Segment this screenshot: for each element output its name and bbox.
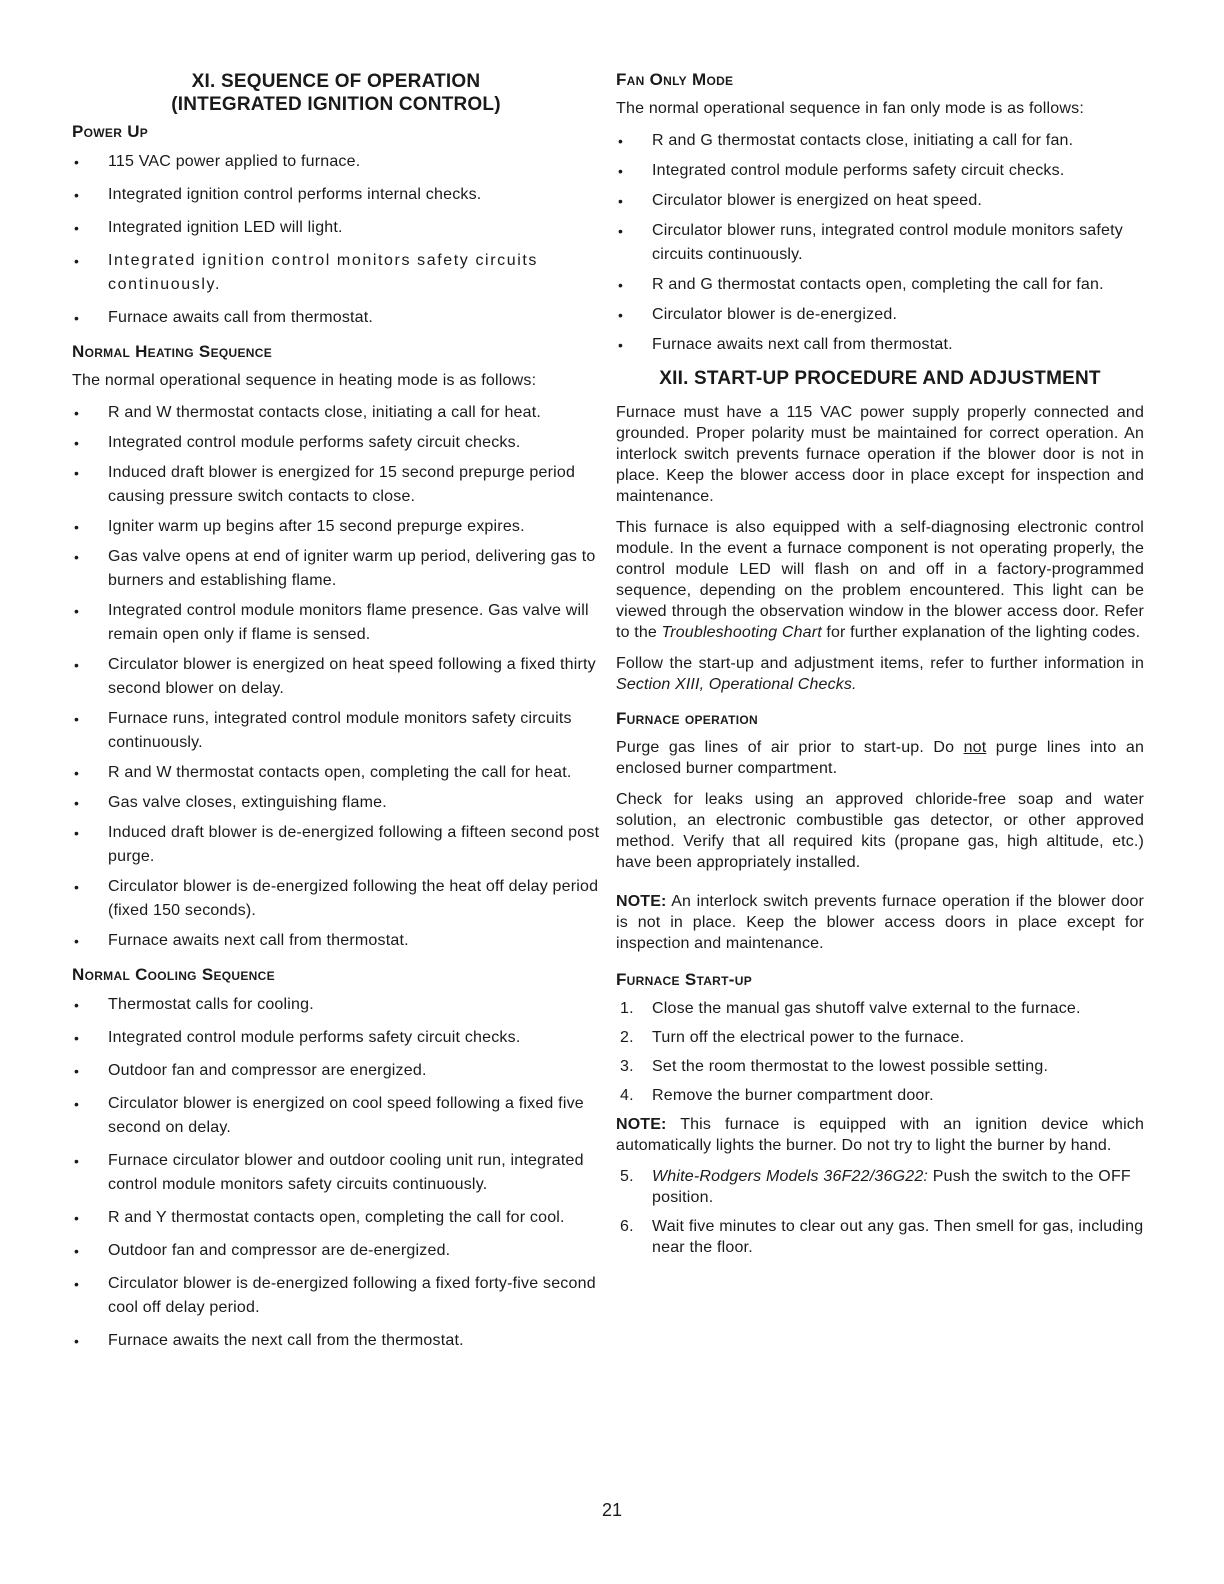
- list-item: [616, 1085, 1144, 1106]
- troubleshooting-chart-reference: Troubleshooting Chart: [661, 624, 822, 641]
- power-up-list: [72, 150, 600, 330]
- paragraph-text: Purge gas lines of air prior to start-up. Do: [616, 739, 964, 756]
- list-item: • Furnace awaits next call from thermostat.: [72, 929, 600, 953]
- paragraph-text: This furnace is also equipped with a self-diagnosing electronic control module. In the event a furnace component is not operating properly, the control module LED will flash on and off in a factory-programmed sequence, depending on the problem encountered. This light can be viewed through the observation window in the blower access door. Refer to the: [616, 519, 1144, 641]
- list-item: • Integrated control module monitors flame presence. Gas valve will remain open only if flame is sensed.: [72, 599, 600, 647]
- section-title-xi: [72, 70, 600, 116]
- list-item: • R and W thermostat contacts close, initiating a call for heat.: [72, 401, 600, 425]
- step-number: 2.: [620, 1029, 634, 1046]
- note-label: NOTE:: [616, 1116, 667, 1133]
- list-item: • Integrated control module performs safety circuit checks.: [616, 159, 1144, 183]
- heating-intro: The normal operational sequence in heating mode is as follows:: [72, 372, 537, 389]
- heating-list: [72, 401, 600, 953]
- list-item: • R and G thermostat contacts open, completing the call for fan.: [616, 273, 1144, 297]
- fan-only-heading: Fan Only Mode: [616, 70, 734, 89]
- list-item: • Circulator blower is de-energized.: [616, 303, 1144, 327]
- list-item: • R and W thermostat contacts open, completing the call for heat.: [72, 761, 600, 785]
- list-item: • Circulator blower runs, integrated control module monitors safety circuits continuously.: [616, 219, 1144, 267]
- furnace-operation-heading: Furnace operation: [616, 709, 758, 728]
- list-item: • Gas valve closes, extinguishing flame.: [72, 791, 600, 815]
- step-number: 5.: [620, 1168, 634, 1185]
- list-item: • Furnace awaits next call from thermostat.: [616, 333, 1144, 357]
- right-column: [616, 70, 1144, 1266]
- list-item: [616, 998, 1144, 1019]
- list-item: • Induced draft blower is de-energized following a fifteen second post purge.: [72, 821, 600, 869]
- list-item: • Furnace circulator blower and outdoor cooling unit run, integrated control module monitors safety circuits continuously.: [72, 1149, 600, 1197]
- startup-paragraph-1: Furnace must have a 115 VAC power supply properly connected and grounded. Proper polarity must be maintained for correct operation. An interlock switch prevents furnace operation if the blower door is not in place. Keep the blower access door in place except for inspection and maintenance.: [616, 404, 1144, 505]
- list-item: • R and G thermostat contacts close, initiating a call for fan.: [616, 129, 1144, 153]
- section-title-line2: (INTEGRATED IGNITION CONTROL): [171, 94, 501, 115]
- step-text: Wait five minutes to clear out any gas. Then smell for gas, including near the floor.: [652, 1218, 1144, 1256]
- furnace-operation-paragraph-2: Check for leaks using an approved chloride-free soap and water solution, an electronic combustible gas detector, or other approved method. Verify that all required kits (propane gas, high altitude, etc.) have been appropriately installed.: [616, 791, 1144, 871]
- list-item: • Gas valve opens at end of igniter warm up period, delivering gas to burners and establishing flame.: [72, 545, 600, 593]
- step-text: Turn off the electrical power to the furnace.: [652, 1029, 965, 1046]
- step-number: 3.: [620, 1058, 634, 1075]
- list-item: • Furnace awaits call from thermostat.: [72, 306, 600, 330]
- list-item: • Integrated control module performs safety circuit checks.: [72, 1026, 600, 1050]
- note-text: This furnace is equipped with an ignition device which automatically lights the burner. Do not try to light the burner by hand.: [616, 1116, 1144, 1154]
- section-reference: Section XIII, Operational Checks.: [616, 676, 857, 693]
- list-item: [616, 1027, 1144, 1048]
- list-item: • Integrated ignition control monitors safety circuits continuously.: [72, 249, 600, 297]
- list-item: • Furnace awaits the next call from the thermostat.: [72, 1329, 600, 1353]
- list-item: • Furnace runs, integrated control module monitors safety circuits continuously.: [72, 707, 600, 755]
- step-number: 6.: [620, 1218, 634, 1235]
- step-text: Close the manual gas shutoff valve external to the furnace.: [652, 1000, 1081, 1017]
- cooling-heading: Normal Cooling Sequence: [72, 965, 275, 984]
- left-column: [72, 70, 600, 1362]
- list-item: • Integrated ignition control performs internal checks.: [72, 183, 600, 207]
- cooling-list: [72, 993, 600, 1353]
- furnace-startup-heading: Furnace Start-up: [616, 970, 753, 989]
- section-title-xii: XII. START-UP PROCEDURE AND ADJUSTMENT: [659, 368, 1101, 389]
- startup-paragraph-3: [616, 653, 1144, 695]
- list-item: • Outdoor fan and compressor are energized.: [72, 1059, 600, 1083]
- note-text: An interlock switch prevents furnace operation if the blower door is not in place. Keep the blower access doors in place except for inspection and maintenance.: [616, 893, 1144, 952]
- heating-heading: Normal Heating Sequence: [72, 342, 273, 361]
- fan-only-intro: The normal operational sequence in fan only mode is as follows:: [616, 100, 1084, 117]
- step-number: 4.: [620, 1087, 634, 1104]
- underlined-word: not: [963, 739, 987, 756]
- paragraph-text: for further explanation of the lighting codes.: [821, 624, 1141, 641]
- fan-only-list: [616, 129, 1144, 357]
- step-text: Set the room thermostat to the lowest possible setting.: [652, 1058, 1049, 1075]
- list-item: • Circulator blower is de-energized following a fixed forty-five second cool off delay period.: [72, 1272, 600, 1320]
- step-text: Remove the burner compartment door.: [652, 1087, 934, 1104]
- list-item: • 115 VAC power applied to furnace.: [72, 150, 600, 174]
- startup-paragraph-2: [616, 517, 1144, 643]
- note-label: NOTE:: [616, 893, 667, 910]
- furnace-startup-note: [616, 1114, 1144, 1156]
- section-title-line1: XI. SEQUENCE OF OPERATION: [191, 71, 481, 92]
- list-item: • Circulator blower is energized on cool speed following a fixed five second on delay.: [72, 1092, 600, 1140]
- list-item: • Integrated control module performs safety circuit checks.: [72, 431, 600, 455]
- list-item: • Circulator blower is energized on heat speed.: [616, 189, 1144, 213]
- startup-steps-continued: [616, 1166, 1144, 1258]
- paragraph-text: purge lines into an enclosed burner compartment.: [616, 739, 1144, 777]
- list-item: • Integrated ignition LED will light.: [72, 216, 600, 240]
- list-item: • Circulator blower is energized on heat speed following a fixed thirty second blower on delay.: [72, 653, 600, 701]
- step-number: 1.: [620, 1000, 634, 1017]
- power-up-heading: Power Up: [72, 122, 149, 141]
- furnace-operation-note: [616, 891, 1144, 954]
- step-text: Push the switch to the OFF position.: [652, 1168, 1131, 1206]
- list-item: • Thermostat calls for cooling.: [72, 993, 600, 1017]
- page-number: 21: [601, 1500, 623, 1520]
- list-item: • R and Y thermostat contacts open, completing the call for cool.: [72, 1206, 600, 1230]
- list-item: • Outdoor fan and compressor are de-energized.: [72, 1239, 600, 1263]
- list-item: • Circulator blower is de-energized following the heat off delay period (fixed 150 seconds).: [72, 875, 600, 923]
- paragraph-text: Follow the start-up and adjustment items, refer to further information in: [616, 655, 1144, 672]
- list-item: [616, 1166, 1144, 1208]
- list-item: [616, 1056, 1144, 1077]
- list-item: • Induced draft blower is energized for 15 second prepurge period causing pressure switch contacts to close.: [72, 461, 600, 509]
- model-reference: White-Rodgers Models 36F22/36G22:: [652, 1168, 929, 1185]
- furnace-operation-paragraph-1: [616, 737, 1144, 779]
- list-item: • Igniter warm up begins after 15 second prepurge expires.: [72, 515, 600, 539]
- list-item: [616, 1216, 1144, 1258]
- startup-steps: [616, 998, 1144, 1106]
